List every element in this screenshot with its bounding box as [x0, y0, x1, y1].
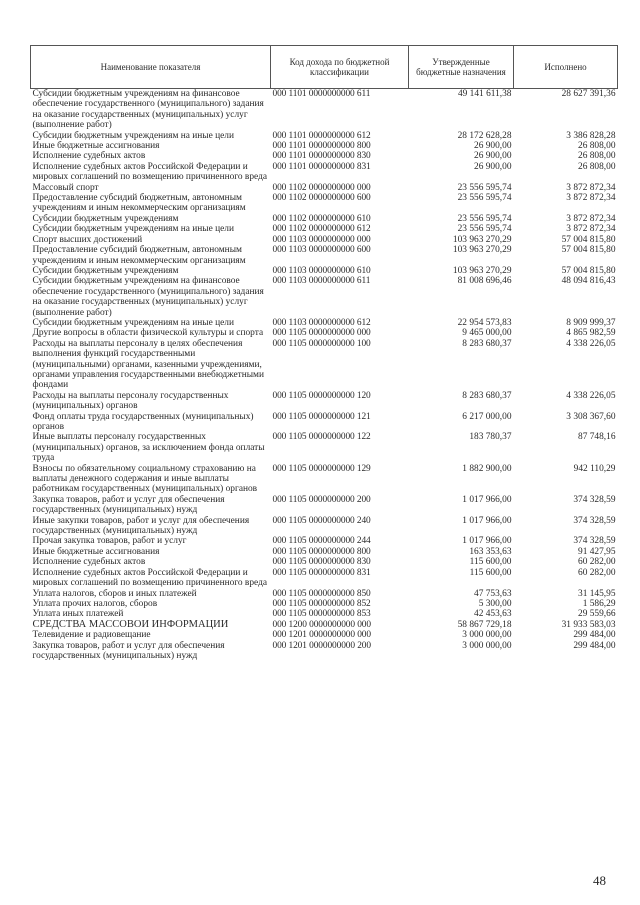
row-executed: 374 328,59: [573, 515, 616, 526]
table-row: [31, 620, 618, 630]
row-executed: 91 427,95: [578, 546, 616, 557]
row-approved: 115 600,00: [469, 557, 512, 568]
row-name: Исполнение судебных актов Российской Федерации и мировых соглашений по возмещению причиненного вреда: [32, 567, 268, 589]
row-code: 000 1102 0000000000 000: [272, 182, 371, 193]
row-approved: 8 283 680,37: [462, 390, 512, 401]
row-executed: 26 808,00: [578, 141, 616, 152]
row-approved: 58 867 729,18: [457, 619, 512, 630]
row-approved: 23 556 595,74: [457, 193, 512, 204]
table-row: [31, 328, 618, 338]
table-row: [31, 224, 618, 234]
row-name: СРЕДСТВА МАССОВОЙ ИНФОРМАЦИИ: [32, 619, 229, 630]
row-executed: 299 484,00: [573, 630, 616, 641]
row-executed: 374 328,59: [573, 494, 616, 505]
table-row: [31, 432, 618, 463]
row-name: Уплата прочих налогов, сборов: [32, 598, 158, 609]
table-row: [31, 245, 618, 266]
row-executed: 57 004 815,80: [561, 234, 616, 245]
table-row: [31, 141, 618, 151]
row-name: Спорт высших достижений: [32, 234, 143, 245]
row-name: Закупка товаров, работ и услуг для обеспечения государственных (муниципальных) нужд: [32, 640, 225, 661]
row-approved: 1 017 966,00: [462, 536, 512, 547]
table-row: [31, 516, 618, 537]
row-approved: 81 008 696,46: [457, 276, 512, 287]
row-name: Субсидии бюджетным учреждениям на финансовое обеспечение государственного (муниципального) задания на оказание государственных (муниципальных) услуг (выполнение работ): [32, 89, 264, 131]
row-approved: 5 300,00: [478, 598, 512, 609]
table-header-row: [31, 46, 618, 89]
table-row: [31, 599, 618, 609]
row-name: Массовый спорт: [32, 182, 99, 193]
row-approved: 1 882 900,00: [462, 463, 512, 474]
row-code: 000 1102 0000000000 610: [272, 213, 371, 224]
row-executed: 3 872 872,34: [566, 193, 616, 204]
row-code: 000 1101 0000000000 612: [272, 130, 371, 141]
row-name: Субсидии бюджетным учреждениям: [32, 265, 179, 276]
row-approved: 23 556 595,74: [457, 182, 512, 193]
table-row: [31, 89, 618, 131]
row-code: 000 1102 0000000000 612: [272, 224, 371, 235]
row-approved: 103 963 270,29: [452, 245, 512, 256]
table-row: [31, 557, 618, 567]
row-approved: 26 900,00: [474, 151, 512, 162]
row-name: Телевидение и радиовещание: [32, 630, 151, 641]
page-number: 48: [593, 873, 606, 888]
row-name: Предоставление субсидий бюджетным, автономным учреждениям и иным некоммерческим организациям: [32, 245, 246, 266]
row-code: 000 1103 0000000000 000: [272, 234, 371, 245]
row-executed: 4 338 226,05: [566, 390, 616, 401]
row-name: Субсидии бюджетным учреждениям на иные цели: [32, 317, 234, 328]
row-executed: 4 338 226,05: [566, 338, 616, 349]
row-code: 000 1103 0000000000 600: [272, 245, 371, 256]
row-code: 000 1105 0000000000 240: [272, 515, 371, 526]
row-code: 000 1105 0000000000 850: [272, 588, 371, 599]
row-executed: 26 808,00: [578, 161, 616, 172]
row-name: Фонд оплаты труда государственных (муниципальных) органов: [32, 411, 254, 432]
row-approved: 26 900,00: [474, 141, 512, 152]
row-executed: 3 872 872,34: [566, 182, 616, 193]
row-code: 000 1201 0000000000 000: [272, 630, 371, 641]
row-approved: 3 000 000,00: [462, 640, 512, 651]
row-name: Прочая закупка товаров, работ и услуг: [32, 536, 187, 547]
row-approved: 6 217 000,00: [462, 411, 512, 422]
row-approved: 47 753,63: [474, 588, 512, 599]
row-name: Исполнение судебных актов Российской Федерации и мировых соглашений по возмещению причиненного вреда: [32, 161, 268, 183]
row-name: Уплата иных платежей: [32, 609, 124, 620]
row-executed: 31 933 583,03: [561, 619, 616, 630]
row-executed: 57 004 815,80: [561, 245, 616, 256]
table-row: [31, 276, 618, 318]
row-executed: 1 586,29: [582, 598, 616, 609]
table-row: [31, 464, 618, 495]
table-body: [31, 89, 618, 662]
row-approved: 1 017 966,00: [462, 494, 512, 505]
row-executed: 28 627 391,36: [561, 89, 616, 99]
row-executed: 3 872 872,34: [566, 224, 616, 235]
row-executed: 26 808,00: [578, 151, 616, 162]
table-row: [31, 151, 618, 161]
row-name: Предоставление субсидий бюджетным, автономным учреждениям и иным некоммерческим организациям: [32, 193, 246, 214]
row-code: 000 1201 0000000000 200: [272, 640, 371, 651]
row-executed: 8 909 999,37: [566, 317, 616, 328]
row-approved: 42 453,63: [474, 609, 512, 620]
table-row: [31, 339, 618, 391]
budget-execution-table: [30, 45, 618, 661]
row-code: 000 1101 0000000000 830: [272, 151, 371, 162]
row-code: 000 1101 0000000000 800: [272, 141, 371, 152]
row-name: Иные бюджетные ассигнования: [32, 141, 160, 152]
row-code: 000 1105 0000000000 122: [272, 432, 371, 443]
row-approved: 1 017 966,00: [462, 515, 512, 526]
row-name: Закупка товаров, работ и услуг для обеспечения государственных (муниципальных) нужд: [32, 494, 225, 516]
row-name: Иные бюджетные ассигнования: [32, 546, 160, 557]
row-executed: 29 559,66: [578, 609, 616, 620]
row-name: Иные выплаты персоналу государственных (муниципальных) органов, за исключением фонда оплаты труда: [32, 432, 265, 464]
row-executed: 299 484,00: [573, 640, 616, 651]
row-code: 000 1200 0000000000 000: [272, 619, 371, 630]
table-row: [31, 536, 618, 546]
row-code: 000 1105 0000000000 200: [272, 494, 371, 505]
row-executed: 3 386 828,28: [566, 130, 616, 141]
row-approved: 23 556 595,74: [457, 213, 512, 224]
table-row: [31, 266, 618, 276]
header-approved: Утвержденные бюджетные назначения: [409, 46, 514, 89]
row-code: 000 1105 0000000000 852: [272, 598, 371, 609]
row-code: 000 1105 0000000000 000: [272, 328, 371, 339]
row-executed: 60 282,00: [578, 567, 616, 578]
row-code: 000 1105 0000000000 831: [272, 567, 371, 578]
row-approved: 103 963 270,29: [452, 265, 512, 276]
table-row: [31, 131, 618, 141]
row-executed: 374 328,59: [573, 536, 616, 547]
row-code: 000 1103 0000000000 610: [272, 265, 371, 276]
table-row: [31, 609, 618, 619]
row-executed: 48 094 816,43: [561, 276, 616, 287]
table-row: [31, 641, 618, 662]
row-approved: 9 465 000,00: [462, 328, 512, 339]
header-code: Код дохода по бюджетной классификации: [271, 46, 409, 89]
table-row: [31, 495, 618, 516]
row-approved: 22 954 573,83: [457, 317, 512, 328]
row-code: 000 1105 0000000000 100: [272, 338, 371, 349]
table-row: [31, 547, 618, 557]
row-approved: 23 556 595,74: [457, 224, 512, 235]
row-name: Субсидии бюджетным учреждениям на финансовое обеспечение государственного (муниципального) задания на оказание государственных (муниципальных) услуг (выполнение работ): [32, 276, 264, 318]
row-executed: 57 004 815,80: [561, 265, 616, 276]
row-code: 000 1101 0000000000 831: [272, 161, 371, 172]
row-name: Другие вопросы в области физической культуры и спорта: [32, 328, 264, 339]
row-name: Расходы на выплаты персоналу государственных (муниципальных) органов: [32, 390, 229, 412]
table-row: [31, 630, 618, 640]
row-code: 000 1105 0000000000 129: [272, 463, 371, 474]
table-row: [31, 318, 618, 328]
table-row: [31, 193, 618, 214]
table-row: [31, 589, 618, 599]
row-code: 000 1101 0000000000 611: [272, 89, 371, 99]
row-code: 000 1105 0000000000 853: [272, 609, 371, 620]
row-approved: 163 353,63: [469, 546, 512, 557]
row-approved: 3 000 000,00: [462, 630, 512, 641]
table-row: [31, 235, 618, 245]
row-name: Исполнение судебных актов: [32, 557, 146, 568]
row-approved: 103 963 270,29: [452, 234, 512, 245]
row-approved: 183 780,37: [469, 432, 512, 443]
table-row: [31, 412, 618, 433]
table-row: [31, 183, 618, 193]
row-code: 000 1105 0000000000 244: [272, 536, 371, 547]
row-name: Расходы на выплаты персоналу в целях обеспечения выполнения функций государственными (муниципальными) органами, казенными учреждениями, органами управления государственными внебюджетными фондами: [32, 338, 264, 391]
row-executed: 87 748,16: [578, 432, 616, 443]
row-code: 000 1103 0000000000 611: [272, 276, 371, 287]
row-name: Субсидии бюджетным учреждениям: [32, 213, 179, 224]
row-executed: 942 110,29: [573, 463, 616, 474]
row-name: Иные закупки товаров, работ и услуг для обеспечения государственных (муниципальных) нужд: [32, 515, 250, 537]
row-code: 000 1105 0000000000 830: [272, 557, 371, 568]
row-approved: 115 600,00: [469, 567, 512, 578]
table-row: [31, 391, 618, 412]
row-executed: 31 145,95: [578, 588, 616, 599]
row-code: 000 1105 0000000000 120: [272, 390, 371, 401]
row-approved: 49 141 611,38: [457, 89, 512, 99]
header-name: Наименование показателя: [31, 46, 271, 89]
row-code: 000 1105 0000000000 800: [272, 546, 371, 557]
row-executed: 60 282,00: [578, 557, 616, 568]
row-executed: 3 308 367,60: [566, 411, 616, 422]
row-name: Уплата налогов, сборов и иных платежей: [32, 588, 197, 599]
header-executed: Исполнено: [514, 46, 618, 89]
row-approved: 28 172 628,28: [457, 130, 512, 141]
row-executed: 4 865 982,59: [566, 328, 616, 339]
row-executed: 3 872 872,34: [566, 213, 616, 224]
row-name: Субсидии бюджетным учреждениям на иные цели: [32, 130, 234, 141]
row-code: 000 1105 0000000000 121: [272, 411, 371, 422]
row-name: Исполнение судебных актов: [32, 151, 146, 162]
row-code: 000 1102 0000000000 600: [272, 193, 371, 204]
row-name: Взносы по обязательному социальному страхованию на выплаты денежного содержания и иные выплаты работникам государственных (муниципальных) органов: [32, 463, 258, 495]
table-row: [31, 162, 618, 183]
row-approved: 26 900,00: [474, 161, 512, 172]
table-row: [31, 214, 618, 224]
row-approved: 8 283 680,37: [462, 338, 512, 349]
row-name: Субсидии бюджетным учреждениям на иные цели: [32, 224, 234, 235]
row-code: 000 1103 0000000000 612: [272, 317, 371, 328]
table-row: [31, 568, 618, 589]
